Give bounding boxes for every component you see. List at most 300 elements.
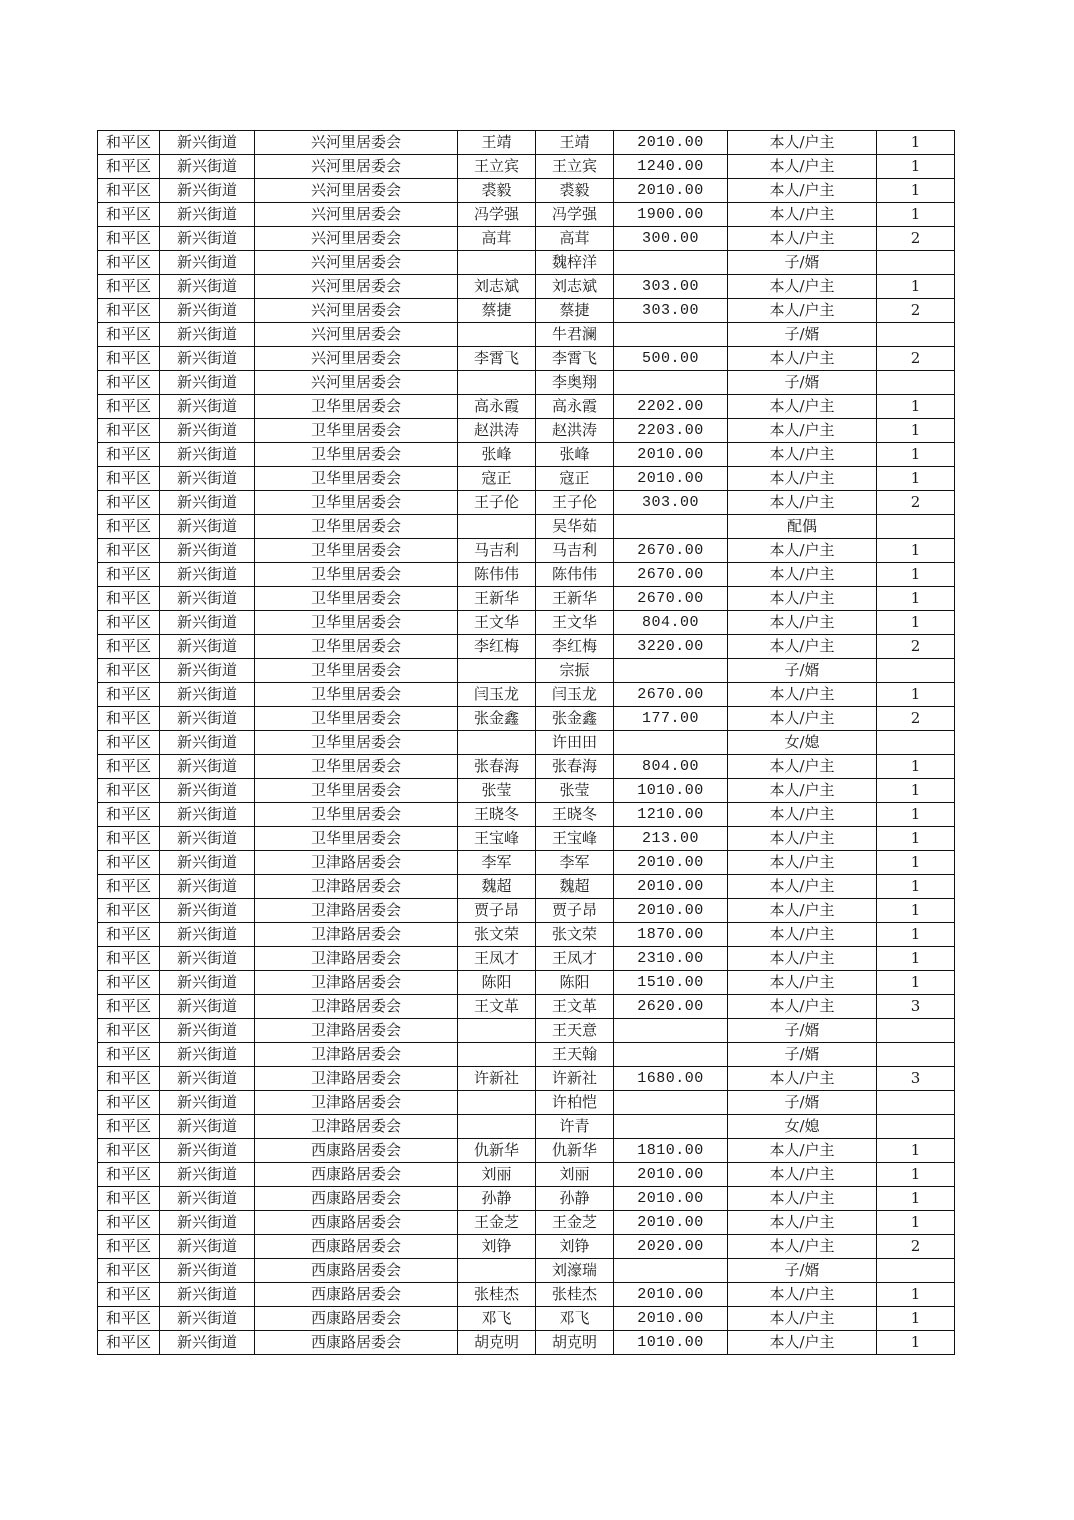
amount-cell — [614, 1259, 728, 1283]
table-row — [98, 1211, 955, 1235]
committee-cell: 卫华里居委会 — [255, 587, 458, 611]
member-name-cell: 闫玉龙 — [536, 683, 614, 707]
member-name-cell: 仇新华 — [536, 1139, 614, 1163]
household-count-cell: 1 — [877, 971, 955, 995]
amount-cell: 177.00 — [614, 707, 728, 731]
street-cell: 新兴街道 — [160, 1019, 255, 1043]
amount-cell — [614, 1115, 728, 1139]
applicant-name-cell — [458, 659, 536, 683]
household-count-cell: 2 — [877, 227, 955, 251]
street-cell: 新兴街道 — [160, 1259, 255, 1283]
table-row — [98, 587, 955, 611]
household-count-cell: 2 — [877, 299, 955, 323]
street-cell: 新兴街道 — [160, 683, 255, 707]
applicant-name-cell: 张莹 — [458, 779, 536, 803]
district-cell: 和平区 — [98, 371, 160, 395]
applicant-name-cell: 王子伦 — [458, 491, 536, 515]
applicant-name-cell: 胡克明 — [458, 1331, 536, 1355]
household-count-cell: 1 — [877, 179, 955, 203]
household-count-cell: 1 — [877, 1139, 955, 1163]
table-row — [98, 755, 955, 779]
amount-cell — [614, 371, 728, 395]
applicant-name-cell — [458, 731, 536, 755]
amount-cell: 2670.00 — [614, 539, 728, 563]
applicant-name-cell — [458, 1043, 536, 1067]
applicant-name-cell — [458, 1091, 536, 1115]
table-row — [98, 515, 955, 539]
applicant-name-cell: 张春海 — [458, 755, 536, 779]
district-cell: 和平区 — [98, 539, 160, 563]
table-row — [98, 1091, 955, 1115]
relation-cell: 本人/户主 — [728, 227, 877, 251]
amount-cell — [614, 731, 728, 755]
table-row — [98, 131, 955, 155]
amount-cell: 1900.00 — [614, 203, 728, 227]
table-row — [98, 1163, 955, 1187]
household-count-cell: 1 — [877, 395, 955, 419]
household-count-cell: 3 — [877, 995, 955, 1019]
member-name-cell: 冯学强 — [536, 203, 614, 227]
household-count-cell: 2 — [877, 347, 955, 371]
committee-cell: 兴河里居委会 — [255, 299, 458, 323]
amount-cell: 804.00 — [614, 755, 728, 779]
household-count-cell — [877, 515, 955, 539]
table-row — [98, 467, 955, 491]
committee-cell: 兴河里居委会 — [255, 251, 458, 275]
relation-cell: 本人/户主 — [728, 491, 877, 515]
member-name-cell: 马吉利 — [536, 539, 614, 563]
district-cell: 和平区 — [98, 1331, 160, 1355]
committee-cell: 兴河里居委会 — [255, 131, 458, 155]
relation-cell: 本人/户主 — [728, 203, 877, 227]
district-cell: 和平区 — [98, 467, 160, 491]
relation-cell: 本人/户主 — [728, 803, 877, 827]
member-name-cell: 王新华 — [536, 587, 614, 611]
applicant-name-cell: 高茸 — [458, 227, 536, 251]
amount-cell: 303.00 — [614, 299, 728, 323]
amount-cell — [614, 515, 728, 539]
relation-cell: 子/婿 — [728, 1091, 877, 1115]
applicant-name-cell: 冯学强 — [458, 203, 536, 227]
household-count-cell: 1 — [877, 1211, 955, 1235]
table-row — [98, 1043, 955, 1067]
committee-cell: 西康路居委会 — [255, 1187, 458, 1211]
committee-cell: 卫华里居委会 — [255, 683, 458, 707]
household-count-cell: 2 — [877, 635, 955, 659]
district-cell: 和平区 — [98, 1091, 160, 1115]
table-row — [98, 659, 955, 683]
committee-cell: 卫华里居委会 — [255, 755, 458, 779]
household-count-cell: 1 — [877, 803, 955, 827]
relation-cell: 子/婿 — [728, 1019, 877, 1043]
street-cell: 新兴街道 — [160, 995, 255, 1019]
relation-cell: 本人/户主 — [728, 635, 877, 659]
table-row — [98, 995, 955, 1019]
district-cell: 和平区 — [98, 179, 160, 203]
district-cell: 和平区 — [98, 419, 160, 443]
amount-cell: 2010.00 — [614, 179, 728, 203]
amount-cell — [614, 1043, 728, 1067]
street-cell: 新兴街道 — [160, 179, 255, 203]
amount-cell — [614, 1019, 728, 1043]
committee-cell: 西康路居委会 — [255, 1211, 458, 1235]
district-cell: 和平区 — [98, 683, 160, 707]
district-cell: 和平区 — [98, 299, 160, 323]
amount-cell: 2670.00 — [614, 587, 728, 611]
relation-cell: 本人/户主 — [728, 923, 877, 947]
applicant-name-cell: 王新华 — [458, 587, 536, 611]
street-cell: 新兴街道 — [160, 779, 255, 803]
amount-cell: 1810.00 — [614, 1139, 728, 1163]
household-count-cell: 1 — [877, 851, 955, 875]
committee-cell: 卫津路居委会 — [255, 1067, 458, 1091]
district-cell: 和平区 — [98, 1187, 160, 1211]
applicant-name-cell: 刘志斌 — [458, 275, 536, 299]
relation-cell: 本人/户主 — [728, 419, 877, 443]
member-name-cell: 王晓冬 — [536, 803, 614, 827]
table-row — [98, 923, 955, 947]
street-cell: 新兴街道 — [160, 731, 255, 755]
table-row — [98, 1115, 955, 1139]
relation-cell: 本人/户主 — [728, 1163, 877, 1187]
table-row — [98, 179, 955, 203]
amount-cell: 2203.00 — [614, 419, 728, 443]
street-cell: 新兴街道 — [160, 1331, 255, 1355]
member-name-cell: 邓飞 — [536, 1307, 614, 1331]
street-cell: 新兴街道 — [160, 827, 255, 851]
member-name-cell: 李霄飞 — [536, 347, 614, 371]
committee-cell: 卫华里居委会 — [255, 659, 458, 683]
table-row — [98, 1187, 955, 1211]
member-name-cell: 许田田 — [536, 731, 614, 755]
amount-cell — [614, 251, 728, 275]
street-cell: 新兴街道 — [160, 131, 255, 155]
relation-cell: 子/婿 — [728, 251, 877, 275]
relation-cell: 本人/户主 — [728, 899, 877, 923]
relation-cell: 本人/户主 — [728, 947, 877, 971]
applicant-name-cell: 孙静 — [458, 1187, 536, 1211]
committee-cell: 卫津路居委会 — [255, 875, 458, 899]
household-count-cell: 1 — [877, 203, 955, 227]
member-name-cell: 高永霞 — [536, 395, 614, 419]
member-name-cell: 刘濠瑞 — [536, 1259, 614, 1283]
relation-cell: 本人/户主 — [728, 875, 877, 899]
member-name-cell: 张峰 — [536, 443, 614, 467]
household-count-cell: 1 — [877, 899, 955, 923]
table-row — [98, 251, 955, 275]
district-cell: 和平区 — [98, 1139, 160, 1163]
household-count-cell: 2 — [877, 1235, 955, 1259]
household-count-cell: 1 — [877, 419, 955, 443]
household-count-cell — [877, 1019, 955, 1043]
street-cell: 新兴街道 — [160, 371, 255, 395]
member-name-cell: 王文华 — [536, 611, 614, 635]
applicant-name-cell — [458, 1259, 536, 1283]
relation-cell: 本人/户主 — [728, 1307, 877, 1331]
street-cell: 新兴街道 — [160, 515, 255, 539]
relation-cell: 本人/户主 — [728, 1283, 877, 1307]
applicant-name-cell: 李军 — [458, 851, 536, 875]
amount-cell: 2010.00 — [614, 1211, 728, 1235]
street-cell: 新兴街道 — [160, 1211, 255, 1235]
district-cell: 和平区 — [98, 131, 160, 155]
member-name-cell: 张春海 — [536, 755, 614, 779]
committee-cell: 西康路居委会 — [255, 1163, 458, 1187]
member-name-cell: 王金芝 — [536, 1211, 614, 1235]
table-row — [98, 731, 955, 755]
committee-cell: 兴河里居委会 — [255, 323, 458, 347]
member-name-cell: 贾子昂 — [536, 899, 614, 923]
applicant-name-cell: 王靖 — [458, 131, 536, 155]
district-cell: 和平区 — [98, 491, 160, 515]
member-name-cell: 王靖 — [536, 131, 614, 155]
street-cell: 新兴街道 — [160, 803, 255, 827]
table-row — [98, 203, 955, 227]
member-name-cell: 裘毅 — [536, 179, 614, 203]
amount-cell: 2010.00 — [614, 467, 728, 491]
household-count-cell: 1 — [877, 683, 955, 707]
amount-cell: 2010.00 — [614, 1283, 728, 1307]
relation-cell: 本人/户主 — [728, 179, 877, 203]
table-row — [98, 1067, 955, 1091]
street-cell: 新兴街道 — [160, 443, 255, 467]
street-cell: 新兴街道 — [160, 1067, 255, 1091]
household-count-cell: 1 — [877, 947, 955, 971]
district-cell: 和平区 — [98, 1115, 160, 1139]
relation-cell: 本人/户主 — [728, 1187, 877, 1211]
table-row — [98, 1331, 955, 1355]
applicant-name-cell: 赵洪涛 — [458, 419, 536, 443]
street-cell: 新兴街道 — [160, 971, 255, 995]
household-count-cell: 1 — [877, 1163, 955, 1187]
committee-cell: 卫华里居委会 — [255, 467, 458, 491]
relation-cell: 本人/户主 — [728, 1139, 877, 1163]
member-name-cell: 许青 — [536, 1115, 614, 1139]
committee-cell: 卫华里居委会 — [255, 491, 458, 515]
street-cell: 新兴街道 — [160, 1091, 255, 1115]
street-cell: 新兴街道 — [160, 1187, 255, 1211]
street-cell: 新兴街道 — [160, 1043, 255, 1067]
roster-table — [97, 130, 955, 1355]
street-cell: 新兴街道 — [160, 635, 255, 659]
street-cell: 新兴街道 — [160, 155, 255, 179]
street-cell: 新兴街道 — [160, 899, 255, 923]
district-cell: 和平区 — [98, 1019, 160, 1043]
member-name-cell: 寇正 — [536, 467, 614, 491]
table-row — [98, 611, 955, 635]
committee-cell: 卫津路居委会 — [255, 971, 458, 995]
district-cell: 和平区 — [98, 1043, 160, 1067]
household-count-cell: 1 — [877, 467, 955, 491]
member-name-cell: 刘志斌 — [536, 275, 614, 299]
relation-cell: 子/婿 — [728, 371, 877, 395]
household-count-cell: 1 — [877, 611, 955, 635]
district-cell: 和平区 — [98, 443, 160, 467]
amount-cell: 2020.00 — [614, 1235, 728, 1259]
household-count-cell: 1 — [877, 1307, 955, 1331]
table-row — [98, 875, 955, 899]
applicant-name-cell: 邓飞 — [458, 1307, 536, 1331]
street-cell: 新兴街道 — [160, 467, 255, 491]
relation-cell: 本人/户主 — [728, 347, 877, 371]
street-cell: 新兴街道 — [160, 707, 255, 731]
committee-cell: 兴河里居委会 — [255, 347, 458, 371]
member-name-cell: 王天意 — [536, 1019, 614, 1043]
table-row — [98, 275, 955, 299]
table-row — [98, 539, 955, 563]
household-count-cell: 2 — [877, 707, 955, 731]
district-cell: 和平区 — [98, 899, 160, 923]
committee-cell: 西康路居委会 — [255, 1139, 458, 1163]
applicant-name-cell: 王凤才 — [458, 947, 536, 971]
applicant-name-cell: 刘铮 — [458, 1235, 536, 1259]
committee-cell: 卫华里居委会 — [255, 779, 458, 803]
member-name-cell: 牛君澜 — [536, 323, 614, 347]
committee-cell: 卫华里居委会 — [255, 539, 458, 563]
household-count-cell: 1 — [877, 779, 955, 803]
household-count-cell: 1 — [877, 131, 955, 155]
district-cell: 和平区 — [98, 251, 160, 275]
applicant-name-cell — [458, 323, 536, 347]
applicant-name-cell: 马吉利 — [458, 539, 536, 563]
applicant-name-cell: 张峰 — [458, 443, 536, 467]
committee-cell: 兴河里居委会 — [255, 275, 458, 299]
relation-cell: 本人/户主 — [728, 131, 877, 155]
amount-cell: 2310.00 — [614, 947, 728, 971]
amount-cell: 2010.00 — [614, 443, 728, 467]
street-cell: 新兴街道 — [160, 851, 255, 875]
applicant-name-cell: 李霄飞 — [458, 347, 536, 371]
table-row — [98, 395, 955, 419]
committee-cell: 卫津路居委会 — [255, 851, 458, 875]
applicant-name-cell: 张金鑫 — [458, 707, 536, 731]
street-cell: 新兴街道 — [160, 587, 255, 611]
relation-cell: 本人/户主 — [728, 779, 877, 803]
district-cell: 和平区 — [98, 971, 160, 995]
applicant-name-cell: 王文革 — [458, 995, 536, 1019]
relation-cell: 本人/户主 — [728, 827, 877, 851]
household-count-cell — [877, 731, 955, 755]
relation-cell: 本人/户主 — [728, 443, 877, 467]
amount-cell: 2010.00 — [614, 851, 728, 875]
relation-cell: 子/婿 — [728, 1043, 877, 1067]
district-cell: 和平区 — [98, 275, 160, 299]
district-cell: 和平区 — [98, 779, 160, 803]
table-row — [98, 1259, 955, 1283]
committee-cell: 卫津路居委会 — [255, 1115, 458, 1139]
committee-cell: 卫华里居委会 — [255, 827, 458, 851]
committee-cell: 卫津路居委会 — [255, 899, 458, 923]
district-cell: 和平区 — [98, 515, 160, 539]
relation-cell: 本人/户主 — [728, 755, 877, 779]
relation-cell: 本人/户主 — [728, 1235, 877, 1259]
amount-cell: 2670.00 — [614, 563, 728, 587]
household-count-cell — [877, 659, 955, 683]
amount-cell — [614, 1091, 728, 1115]
table-row — [98, 803, 955, 827]
committee-cell: 兴河里居委会 — [255, 227, 458, 251]
applicant-name-cell: 高永霞 — [458, 395, 536, 419]
amount-cell: 1240.00 — [614, 155, 728, 179]
applicant-name-cell: 仇新华 — [458, 1139, 536, 1163]
household-count-cell: 1 — [877, 875, 955, 899]
member-name-cell: 王立宾 — [536, 155, 614, 179]
district-cell: 和平区 — [98, 875, 160, 899]
street-cell: 新兴街道 — [160, 923, 255, 947]
committee-cell: 卫华里居委会 — [255, 395, 458, 419]
street-cell: 新兴街道 — [160, 203, 255, 227]
committee-cell: 卫华里居委会 — [255, 707, 458, 731]
household-count-cell — [877, 1043, 955, 1067]
committee-cell: 卫华里居委会 — [255, 419, 458, 443]
table-row — [98, 323, 955, 347]
table-row — [98, 707, 955, 731]
table-row — [98, 971, 955, 995]
roster-table-body — [98, 131, 955, 1355]
member-name-cell: 王子伦 — [536, 491, 614, 515]
table-row — [98, 1139, 955, 1163]
district-cell: 和平区 — [98, 923, 160, 947]
applicant-name-cell — [458, 1019, 536, 1043]
member-name-cell: 王宝峰 — [536, 827, 614, 851]
relation-cell: 本人/户主 — [728, 539, 877, 563]
street-cell: 新兴街道 — [160, 1115, 255, 1139]
household-count-cell: 1 — [877, 563, 955, 587]
applicant-name-cell — [458, 371, 536, 395]
amount-cell: 1510.00 — [614, 971, 728, 995]
household-count-cell — [877, 323, 955, 347]
applicant-name-cell — [458, 515, 536, 539]
street-cell: 新兴街道 — [160, 419, 255, 443]
relation-cell: 子/婿 — [728, 1259, 877, 1283]
applicant-name-cell: 王立宾 — [458, 155, 536, 179]
member-name-cell: 李军 — [536, 851, 614, 875]
household-count-cell: 1 — [877, 755, 955, 779]
amount-cell: 2010.00 — [614, 131, 728, 155]
member-name-cell: 宗振 — [536, 659, 614, 683]
member-name-cell: 魏超 — [536, 875, 614, 899]
street-cell: 新兴街道 — [160, 251, 255, 275]
relation-cell: 本人/户主 — [728, 155, 877, 179]
household-count-cell: 1 — [877, 1187, 955, 1211]
table-row — [98, 419, 955, 443]
amount-cell: 2010.00 — [614, 1187, 728, 1211]
household-count-cell: 2 — [877, 491, 955, 515]
amount-cell: 2620.00 — [614, 995, 728, 1019]
relation-cell: 子/婿 — [728, 659, 877, 683]
amount-cell: 2010.00 — [614, 899, 728, 923]
committee-cell: 卫华里居委会 — [255, 515, 458, 539]
member-name-cell: 高茸 — [536, 227, 614, 251]
amount-cell: 213.00 — [614, 827, 728, 851]
household-count-cell — [877, 371, 955, 395]
district-cell: 和平区 — [98, 827, 160, 851]
member-name-cell: 李奥翔 — [536, 371, 614, 395]
relation-cell: 本人/户主 — [728, 995, 877, 1019]
applicant-name-cell: 贾子昂 — [458, 899, 536, 923]
district-cell: 和平区 — [98, 1163, 160, 1187]
committee-cell: 兴河里居委会 — [255, 371, 458, 395]
amount-cell: 1680.00 — [614, 1067, 728, 1091]
district-cell: 和平区 — [98, 1259, 160, 1283]
table-row — [98, 1307, 955, 1331]
table-row — [98, 779, 955, 803]
relation-cell: 配偶 — [728, 515, 877, 539]
relation-cell: 本人/户主 — [728, 683, 877, 707]
relation-cell: 女/媳 — [728, 731, 877, 755]
applicant-name-cell: 张文荣 — [458, 923, 536, 947]
amount-cell: 2010.00 — [614, 1307, 728, 1331]
